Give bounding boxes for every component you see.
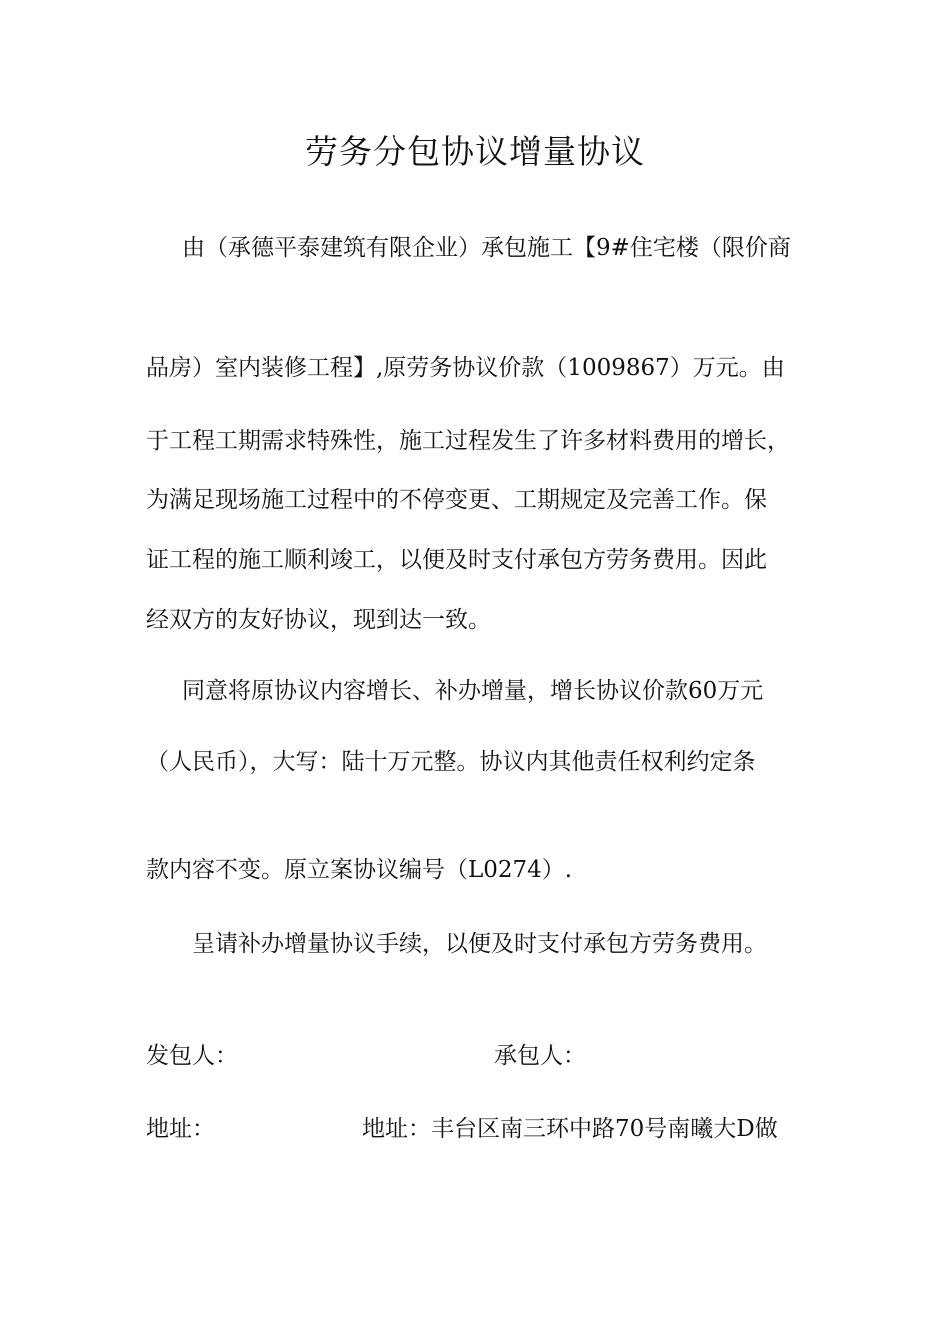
paragraph-1-line-6: 经双方的友好协议，现到达一致。 — [146, 607, 491, 633]
paragraph-1-line-3: 于工程工期需求特殊性，施工过程发生了许多材料费用的增长， — [146, 428, 790, 454]
employer-label: 发包人： — [146, 1043, 238, 1069]
paragraph-3-line-1: 呈请补办增量协议手续，以便及时支付承包方劳务费用。 — [192, 931, 767, 957]
paragraph-2-line-1: 同意将原协议内容增长、补办增量，增长协议价款60万元 — [182, 678, 764, 704]
employer-address-label: 地址： — [146, 1116, 215, 1142]
paragraph-1-line-5: 证工程的施工顺利竣工，以便及时支付承包方劳务费用。因此 — [146, 547, 767, 573]
contractor-label: 承包人： — [494, 1043, 586, 1069]
paragraph-1-line-2: 品房）室内装修工程】,原劳务协议价款（1009867）万元。由 — [146, 355, 785, 381]
paragraph-2-line-3: 款内容不变。原立案协议编号（L0274）. — [146, 857, 573, 883]
paragraph-2-line-2: （人民币），大写：陆十万元整。协议内其他责任权利约定条 — [146, 749, 756, 775]
contractor-address: 地址：丰台区南三环中路70号南曦大D做 — [362, 1116, 778, 1142]
paragraph-1-line-4: 为满足现场施工过程中的不停变更、工期规定及完善工作。保 — [146, 487, 767, 513]
paragraph-1-line-1: 由（承德平泰建筑有限企业）承包施工【9#住宅楼（限价商 — [182, 235, 791, 261]
document-title: 劳务分包协议增量协议 — [305, 132, 645, 171]
